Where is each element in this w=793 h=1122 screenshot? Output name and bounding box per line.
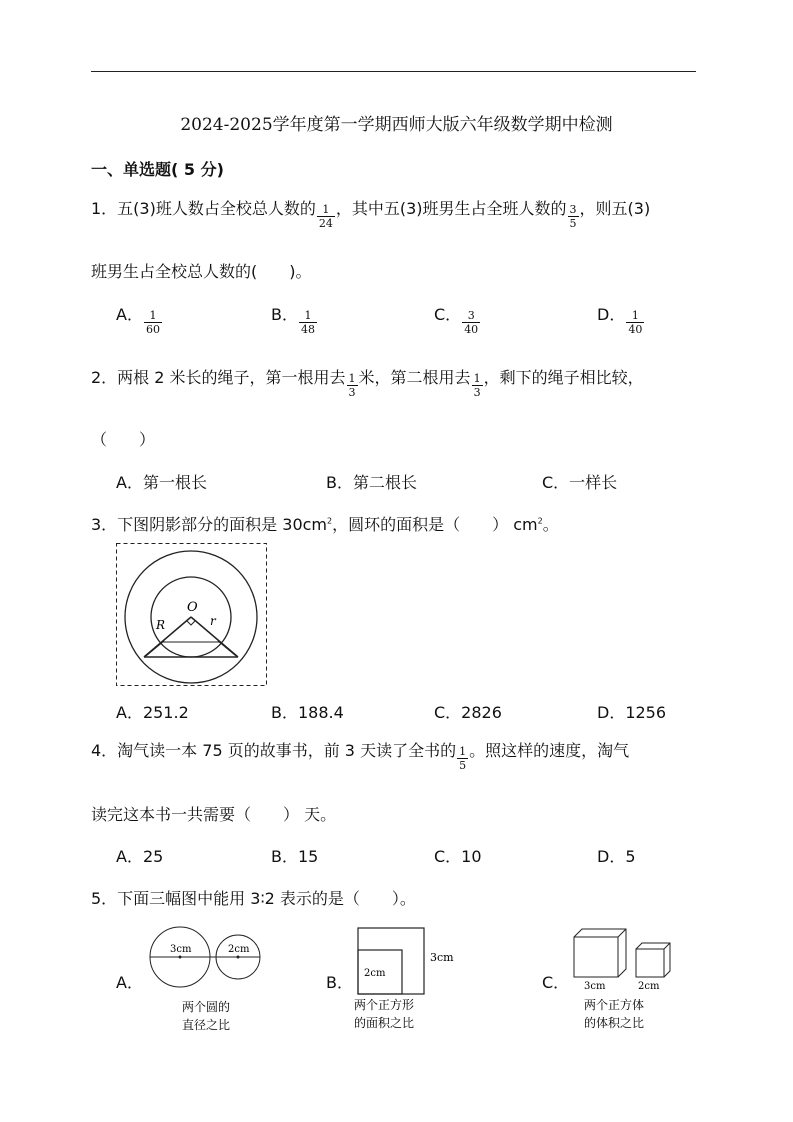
question-1-stem: 1．五(3)班人数占全校总人数的 $\frac{1}{24}$ ，其中五(3)班男生占全班人数的 $\frac{3}{5}$ ，则五(3) [91,199,651,230]
question-2-stem-line2: （ ） [91,430,156,449]
q3-option-d[interactable]: D．1256 [597,703,667,722]
svg-text:2cm: 2cm [638,981,660,992]
question-2-stem: 2．两根 2 米长的绳子，第一根用去 $\frac{1}{3}$ 米，第二根用去 $\frac{1}{3}$ ，剩下的绳子相比较， [91,368,644,399]
label-r-small: r [210,614,216,628]
header-rule [91,71,696,72]
svg-text:的体积之比: 的体积之比 [584,1016,645,1030]
question-5-stem: 5．下面三幅图中能用 3∶2 表示的是（ ）。 [91,889,416,908]
label-r-big: R [156,618,166,632]
svg-text:两个圆的: 两个圆的 [182,1000,231,1014]
q4-option-d[interactable]: D．5 [597,847,636,866]
fraction: $\frac{1}{5}$ [459,745,467,772]
question-1-stem-line2: 班男生占全校总人数的( )。 [91,262,312,281]
q1-option-d[interactable]: D． $\frac{1}{40}$ [597,305,643,336]
svg-text:两个正方体: 两个正方体 [584,998,645,1012]
q2-option-b[interactable]: B．第二根长 [326,473,417,492]
svg-text:2cm: 2cm [228,944,250,955]
svg-text:直径之比: 直径之比 [182,1018,231,1032]
q4-option-b[interactable]: B．15 [271,847,319,866]
q4-option-c[interactable]: C．10 [434,847,482,866]
q5-option-c[interactable]: C． [542,973,570,992]
q1-option-c[interactable]: C． $\frac{3}{40}$ [434,305,479,336]
two-circles-figure [144,925,266,1035]
svg-text:两个正方形: 两个正方形 [354,998,415,1012]
two-cubes-figure [566,925,686,1035]
q1-option-b[interactable]: B． $\frac{1}{48}$ [271,305,315,336]
annulus-figure [116,543,268,687]
svg-text:2cm: 2cm [364,968,386,979]
svg-text:的面积之比: 的面积之比 [354,1016,415,1030]
question-4-stem: 4．淘气读一本 75 页的故事书，前 3 天读了全书的 $\frac{1}{5}$ 。照这样的速度，淘气 [91,741,630,772]
question-3-stem: 3．下图阴影部分的面积是 $30cm^2$，圆环的面积是（ ） $cm^2$。 [91,515,559,534]
q5-option-b[interactable]: B． [326,973,353,992]
q3-option-c[interactable]: C．2826 [434,703,502,722]
q3-option-b[interactable]: B．188.4 [271,703,344,722]
q5-option-a[interactable]: A． [116,973,143,992]
section-heading: 一、单选题( 5 分) [91,160,224,179]
svg-text:3cm: 3cm [170,944,192,955]
q1-option-a[interactable]: A． $\frac{1}{60}$ [116,305,160,336]
q2-option-a[interactable]: A．第一根长 [116,473,207,492]
q2-option-c[interactable]: C．一样长 [542,473,618,492]
svg-text:3cm: 3cm [584,981,606,992]
svg-text:3cm: 3cm [430,951,454,964]
label-o: O [187,600,198,615]
fraction: $\frac{1}{3}$ [473,372,481,399]
q4-option-a[interactable]: A．25 [116,847,164,866]
q3-option-a[interactable]: A．251.2 [116,703,189,722]
fraction: $\frac{1}{24}$ [318,203,333,230]
fraction: $\frac{1}{3}$ [348,372,356,399]
fraction: $\frac{3}{5}$ [569,203,577,230]
page-title: 2024-2025学年度第一学期西师大版六年级数学期中检测 [180,115,613,135]
question-4-stem-line2: 读完这本书一共需要（ ） 天。 [91,805,337,824]
two-squares-figure [350,925,465,1035]
